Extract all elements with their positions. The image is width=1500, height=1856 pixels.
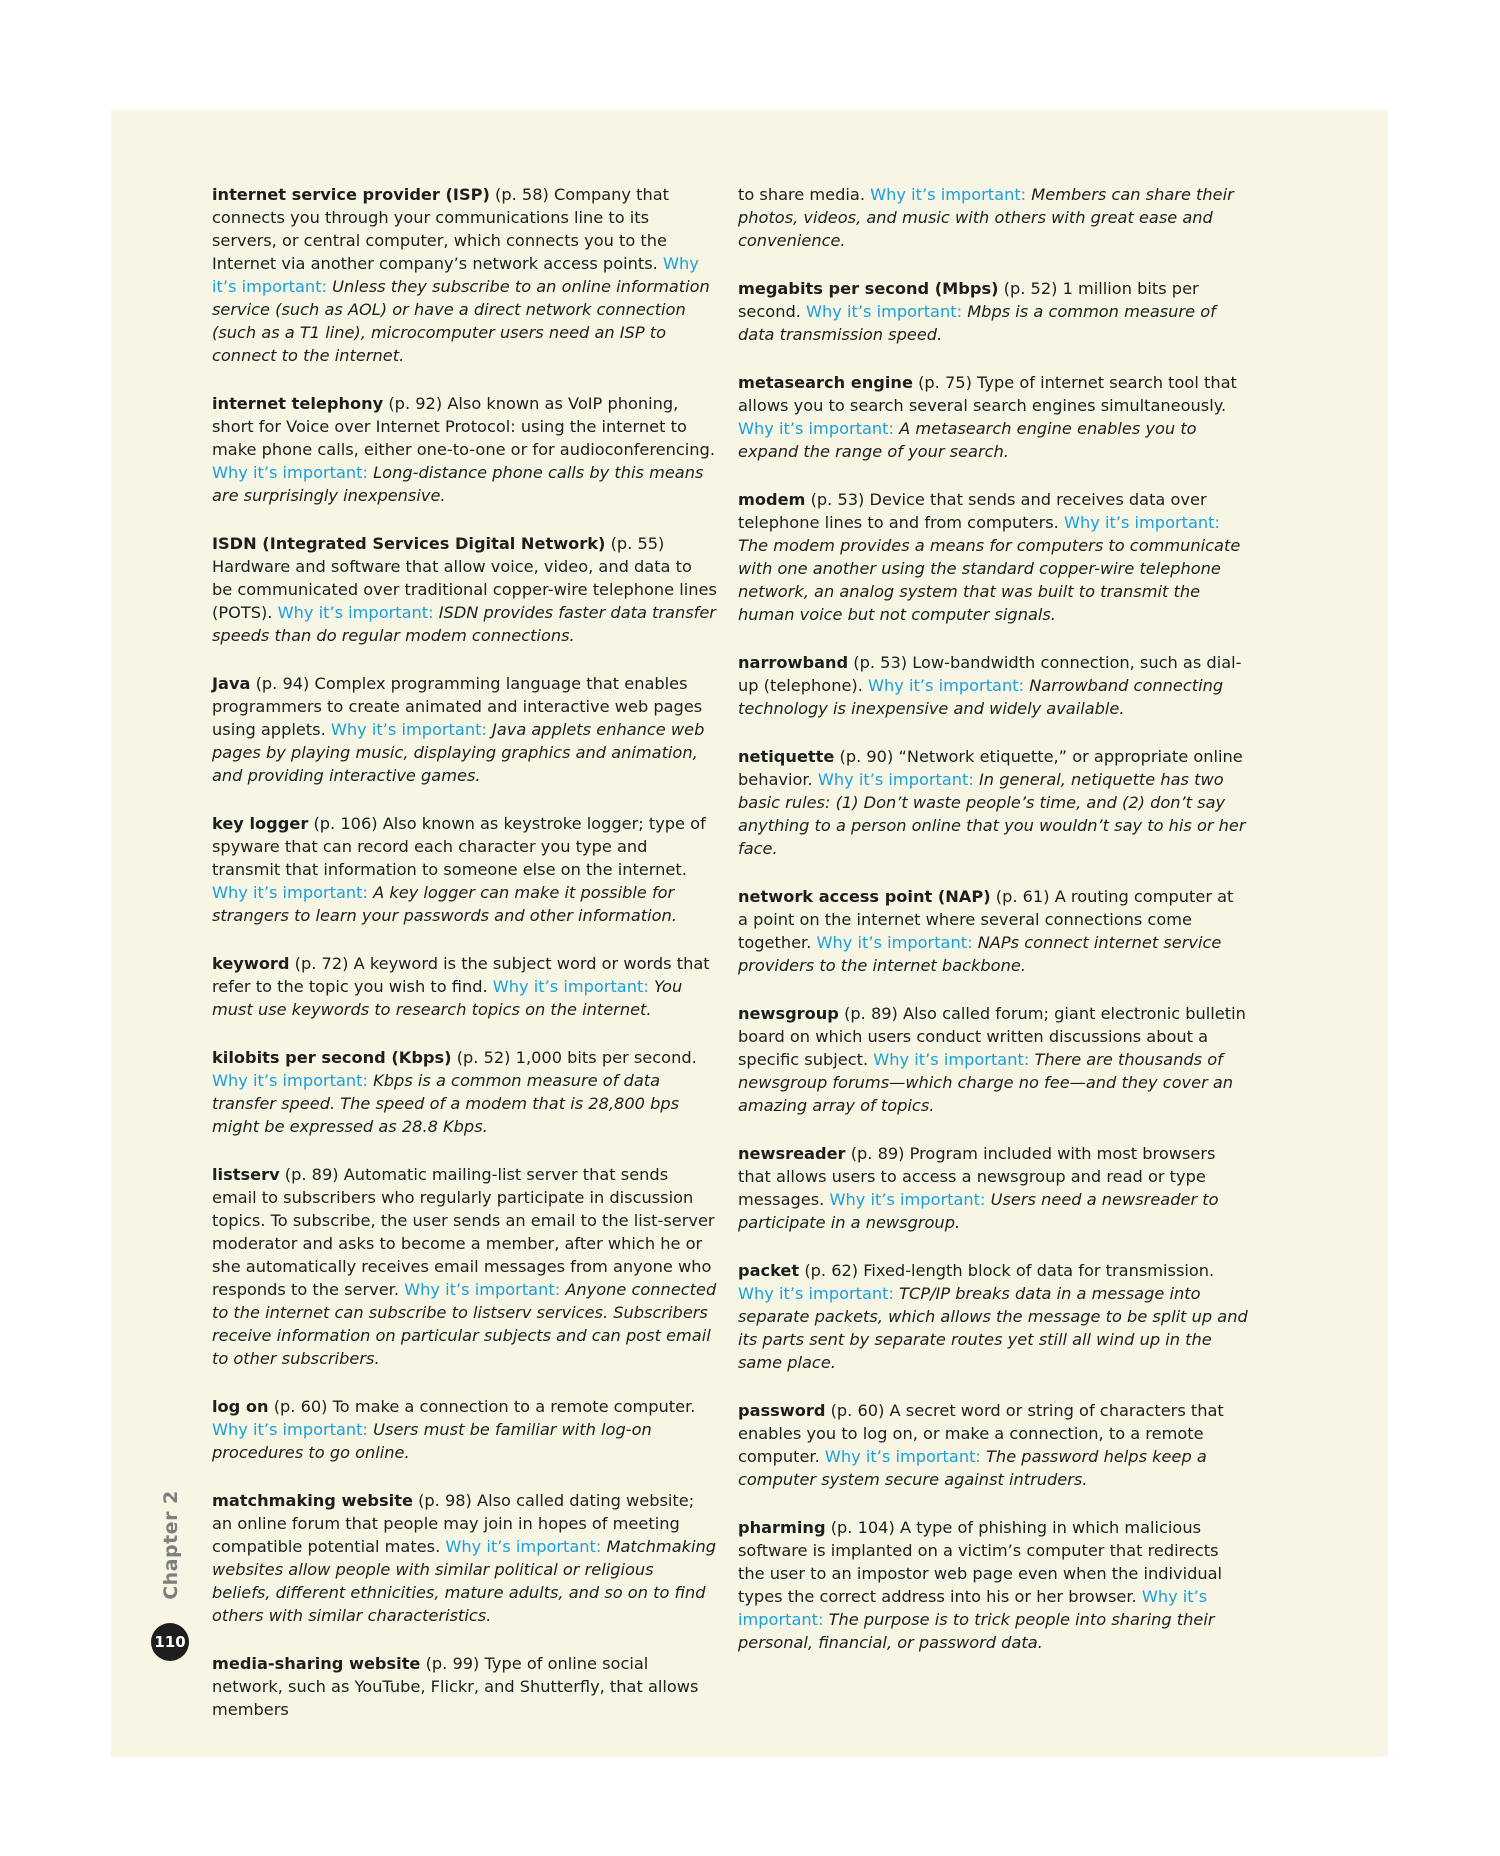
glossary-entry [738,885,1248,977]
importance-text: Unless they subscribe to an online information service (such as AOL) or have a direct network connection (such as a T1 line), microcomputer users need an ISP to connect to the internet. [212,277,710,365]
why-important-label: Why it’s important: [817,770,974,789]
page-reference: (p. 58) [495,185,549,204]
glossary-definition: 1 million bits per second. [738,279,1199,321]
page-reference: (p. 90) [839,747,894,766]
glossary-term: modem [738,490,806,509]
importance-text: NAPs connect internet service providers to the internet backbone. [738,933,1222,975]
glossary-term: internet service provider (ISP) [212,185,490,204]
glossary-entry [212,1163,717,1370]
glossary-term: megabits per second (Mbps) [738,279,999,298]
importance-text: Kbps is a common measure of data transfer speed. The speed of a modem that is 28,800 bps might be expressed as 28.8 Kbps. [212,1071,680,1136]
glossary-entry [738,1142,1248,1234]
glossary-term: keyword [212,954,290,973]
chapter-label: Chapter 2 [160,1490,182,1600]
page-reference: (p. 53) [810,490,865,509]
page-reference: (p. 55) [610,534,665,553]
glossary-entry [212,183,717,367]
why-important-label: Why it’s important: [868,676,1025,695]
glossary-definition: Automatic mailing-list server that sends email to subscribers who regularly participate in discussion topics. To subscribe, the user sends an email to the list-server moderator and asks to become a member, after which he or she automatically receives email messages from anyone who responds to the server. [212,1165,715,1299]
glossary-term: newsreader [738,1144,846,1163]
glossary-term: key logger [212,814,309,833]
glossary-entry [738,745,1248,860]
glossary-entry [738,183,1248,252]
importance-text: Members can share their photos, videos, and music with others with great ease and convenience. [738,185,1234,250]
glossary-entry [738,1516,1248,1654]
page-reference: (p. 104) [830,1518,895,1537]
page-reference: (p. 89) [850,1144,905,1163]
page-reference: (p. 62) [804,1261,859,1280]
glossary-entry [212,1395,717,1464]
why-important-label: Why it’s important: [404,1280,561,1299]
page-reference: (p. 106) [313,814,378,833]
why-important-label: Why it’s important: [445,1537,602,1556]
glossary-term: netiquette [738,747,835,766]
why-important-label: Why it’s important: [212,1071,368,1090]
glossary-entry [212,1046,717,1138]
glossary-term: ISDN (Integrated Services Digital Network) [212,534,606,553]
page-reference: (p. 61) [995,887,1050,906]
glossary-term: internet telephony [212,394,384,413]
glossary-definition: Also known as VoIP phoning, short for Voice over Internet Protocol: using the internet to make phone calls, either one-to-one or for audioconferencing. [212,394,715,459]
why-important-label: Why it’s important: [277,603,434,622]
page-reference: (p. 52) [456,1048,511,1067]
page-reference: (p. 72) [294,954,349,973]
importance-text: A metasearch engine enables you to expand the range of your search. [738,419,1197,461]
importance-text: Java applets enhance web pages by playing music, displaying graphics and animation, and providing interactive games. [212,720,705,785]
why-important-label: Why it’s important: [212,1420,368,1439]
glossary-term: Java [212,674,251,693]
glossary-entry [738,277,1248,346]
glossary-definition: Also known as keystroke logger; type of spyware that can record each character you type and transmit that information to someone else on the internet. [212,814,706,879]
glossary-definition: A routing computer at a point on the internet where several connections come together. [738,887,1234,952]
page-reference: (p. 92) [388,394,443,413]
glossary-term: metasearch engine [738,373,913,392]
page-reference: (p. 60) [830,1401,885,1420]
glossary-term: network access point (NAP) [738,887,991,906]
glossary-definition: A type of phishing in which malicious software is implanted on a victim’s computer that redirects the user to an impostor web page even when the individual types the correct address into his or her browser. [738,1518,1223,1606]
glossary-definition: A secret word or string of characters that enables you to log on, or make a connection, to a remote computer. [738,1401,1224,1466]
importance-text: Narrowband connecting technology is inexpensive and widely available. [738,676,1224,718]
glossary-definition: Also called forum; giant electronic bulletin board on which users conduct written discussions about a specific subject. [738,1004,1246,1069]
why-important-label: Why it’s important: [212,883,368,902]
glossary-term: media-sharing website [212,1654,421,1673]
importance-text: There are thousands of newsgroup forums—which charge no fee—and they cover an amazing array of topics. [738,1050,1234,1115]
glossary-term: pharming [738,1518,826,1537]
glossary-entry [738,1399,1248,1491]
why-important-label: Why it’s important: [212,254,699,296]
glossary-definition: Fixed-length block of data for transmission. [863,1261,1215,1280]
glossary-definition: Low-bandwidth connection, such as dial-up (telephone). [738,653,1242,695]
glossary-entry [212,392,717,507]
glossary-term: narrowband [738,653,849,672]
importance-text: You must use keywords to research topics on the internet. [212,977,683,1019]
glossary-entry [212,812,717,927]
importance-text: In general, netiquette has two basic rules: (1) Don’t waste people’s time, and (2) don’t say anything to a person online that you wouldn’t say to his or her face. [738,770,1246,858]
why-important-label: Why it’s important: [816,933,973,952]
page-reference: (p. 89) [284,1165,339,1184]
glossary-definition: Hardware and software that allow voice, video, and data to be communicated over traditional copper-wire telephone lines (POTS). [212,557,717,622]
glossary-term: newsgroup [738,1004,839,1023]
importance-text: The password helps keep a computer system secure against intruders. [738,1447,1207,1489]
importance-text: Mbps is a common measure of data transmission speed. [738,302,1216,344]
glossary-definition: Complex programming language that enables programmers to create animated and interactive web pages using applets. [212,674,703,739]
importance-text: ISDN provides faster data transfer speeds than do regular modem connections. [212,603,716,645]
glossary-term: packet [738,1261,800,1280]
glossary-entry [738,651,1248,720]
glossary-entry [212,532,717,647]
glossary-definition: A keyword is the subject word or words that refer to the topic you wish to find. [212,954,710,996]
glossary-term: matchmaking website [212,1491,413,1510]
glossary-entry [212,1652,717,1721]
glossary-column-left [212,183,717,1746]
importance-text: A key logger can make it possible for strangers to learn your passwords and other information. [212,883,677,925]
why-important-label: Why it’s important: [824,1447,981,1466]
importance-text: Matchmaking websites allow people with similar political or religious beliefs, different ethnicities, mature adults, and so on to find others with similar characteristics. [212,1537,717,1625]
importance-text: The purpose is to trick people into sharing their personal, financial, or password data. [738,1610,1215,1652]
importance-text: The modem provides a means for computers to communicate with one another using the standard copper-wire telephone network, an analog system that was built to transmit the human voice but not computer signals. [738,536,1241,624]
importance-text: Anyone connected to the internet can subscribe to listserv services. Subscribers receive information on particular subjects and can post email to other subscribers. [212,1280,717,1368]
why-important-label: Why it’s important: [738,1587,1208,1629]
why-important-label: Why it’s important: [806,302,963,321]
glossary-definition: 1,000 bits per second. [515,1048,697,1067]
glossary-entry [738,371,1248,463]
glossary-entry [738,1002,1248,1117]
page-reference: (p. 60) [273,1397,328,1416]
glossary-column-right [738,183,1248,1679]
glossary-term: listserv [212,1165,280,1184]
page-reference: (p. 89) [844,1004,898,1023]
glossary-definition: To make a connection to a remote computer. [332,1397,696,1416]
glossary-entry [212,952,717,1021]
why-important-label: Why it’s important: [870,185,1027,204]
page-reference: (p. 75) [918,373,972,392]
glossary-entry [738,1259,1248,1374]
why-important-label: Why it’s important: [829,1190,986,1209]
glossary-definition: Company that connects you through your communications line to its servers, or central computer, which connects you to the Internet via another company’s network access points. [212,185,670,273]
glossary-entry [212,1489,717,1627]
why-important-label: Why it’s important: [738,419,894,438]
importance-text: Users must be familiar with log-on procedures to go online. [212,1420,652,1462]
glossary-term: log on [212,1397,269,1416]
page-reference: (p. 99) [425,1654,480,1673]
page-number-badge: 110 [151,1623,189,1661]
page-reference: (p. 52) [1003,279,1058,298]
glossary-definition: Type of internet search tool that allows you to search several search engines simultaneously. [738,373,1237,415]
why-important-label: Why it’s important: [873,1050,1030,1069]
why-important-label: Why it’s important: [492,977,649,996]
glossary-term: password [738,1401,826,1420]
glossary-definition: Device that sends and receives data over telephone lines to and from computers. [738,490,1207,532]
page-reference: (p. 53) [853,653,908,672]
glossary-definition: “Network etiquette,” or appropriate online behavior. [738,747,1243,789]
glossary-definition: Also called dating website; an online forum that people may join in hopes of meeting compatible potential mates. [212,1491,695,1556]
why-important-label: Why it’s important: [212,463,368,482]
glossary-entry [212,672,717,787]
glossary-term: kilobits per second (Kbps) [212,1048,452,1067]
page-reference: (p. 98) [418,1491,472,1510]
glossary-definition: Program included with most browsers that allows users to access a newsgroup and read or type messages. [738,1144,1216,1209]
importance-text: Users need a newsreader to participate in a newsgroup. [738,1190,1219,1232]
glossary-entry [738,488,1248,626]
importance-text: Long-distance phone calls by this means are surprisingly inexpensive. [212,463,704,505]
glossary-definition: to share media. [738,185,865,204]
why-important-label: Why it’s important: [330,720,487,739]
why-important-label: Why it’s important: [1063,513,1220,532]
why-important-label: Why it’s important: [738,1284,894,1303]
importance-text: TCP/IP breaks data in a message into separate packets, which allows the message to be split up and its parts sent by separate routes yet still all wind up in the same place. [738,1284,1248,1372]
page-reference: (p. 94) [255,674,310,693]
glossary-definition: Type of online social network, such as YouTube, Flickr, and Shutterfly, that allows members [212,1654,699,1719]
